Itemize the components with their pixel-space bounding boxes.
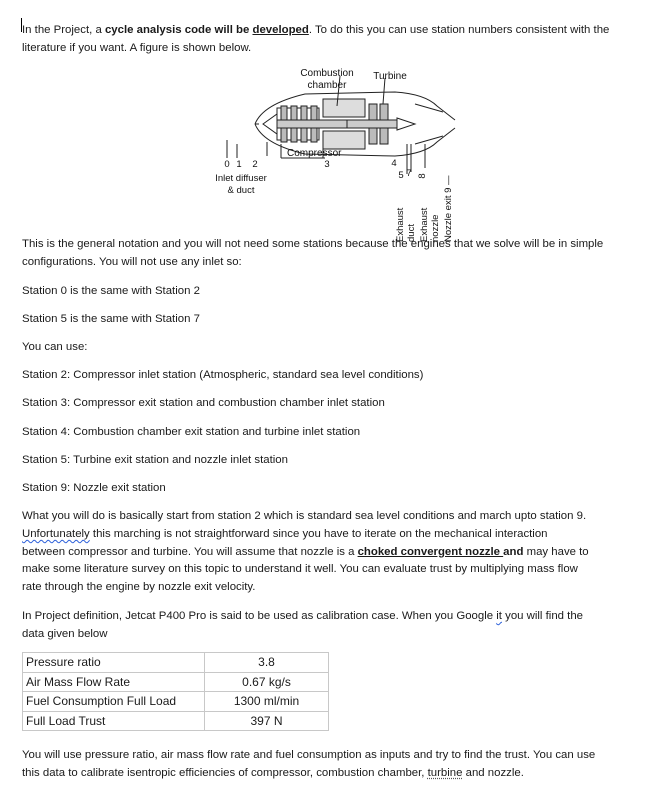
table-value: 3.8	[205, 653, 329, 673]
station-0-same-line: Station 0 is the same with Station 2	[22, 285, 200, 297]
station-item: Station 3: Compressor exit station and combustion chamber inlet station	[22, 397, 385, 409]
exhaust-nozzle-label-2: nozzle	[430, 214, 441, 242]
march-line-3	[22, 545, 589, 559]
project-text: In Project definition, Jetcat P400 Pro is said to be used as calibration case. When you Google	[22, 610, 497, 622]
inlet-label-2: & duct	[227, 185, 255, 196]
choked-nozzle-emphasis: choked convergent nozzle	[357, 546, 504, 558]
station-8: 8	[417, 173, 428, 179]
station-5-same-line: Station 5 is the same with Station 7	[22, 313, 200, 325]
exhaust-duct-label-2: duct	[406, 224, 417, 242]
table-row	[23, 653, 329, 673]
closing-text: and nozzle.	[462, 767, 524, 779]
intro-text: In the Project, a	[22, 24, 105, 36]
station-3: 3	[324, 159, 330, 170]
intro-line-2: literature if you want. A figure is shown below.	[22, 42, 252, 54]
station-0: 0	[224, 159, 230, 170]
spelling-flag: turbine	[427, 767, 463, 779]
table-value: 0.67 kg/s	[205, 672, 329, 692]
march-text: between compressor and turbine. You will assume that nozzle is a	[22, 546, 358, 558]
station-4: 4	[391, 158, 397, 169]
station-7: 7	[406, 168, 412, 179]
engine-station-diagram	[215, 64, 475, 244]
combustion-label-2: chamber	[307, 80, 347, 91]
march-text: may have to	[523, 546, 589, 558]
station-item: Station 4: Combustion chamber exit station and turbine inlet station	[22, 426, 361, 438]
march-line-2	[22, 527, 548, 541]
station-5: 5	[398, 170, 404, 181]
march-line-1: What you will do is basically start from station 2 which is standard sea level conditions and march upto station 9.	[22, 510, 587, 522]
table-label: Fuel Consumption Full Load	[23, 692, 205, 712]
turbine-label: Turbine	[373, 71, 407, 82]
intro-line-1	[22, 23, 609, 37]
station-item: Station 9: Nozzle exit station	[22, 482, 166, 494]
station-1: 1	[236, 159, 242, 170]
station-item: Station 5: Turbine exit station and nozzle inlet station	[22, 454, 288, 466]
jetcat-data-table	[22, 652, 329, 731]
inlet-label-1: Inlet diffuser	[215, 173, 267, 184]
march-bold-and: and	[503, 546, 524, 558]
table-row	[23, 672, 329, 692]
table-row	[23, 692, 329, 712]
closing-line-1: You will use pressure ratio, air mass flow rate and fuel consumption as inputs and try to find the trust. You can use	[22, 749, 596, 761]
closing-text: this data to calibrate isentropic efficiencies of compressor, combustion chamber,	[22, 767, 428, 779]
table-label: Air Mass Flow Rate	[23, 672, 205, 692]
combustion-label-1: Combustion	[300, 68, 354, 79]
inlet-spinner	[263, 114, 277, 134]
intro-bold-underlined: developed	[252, 24, 309, 36]
project-line-1	[22, 609, 583, 623]
compressor-label: Compressor	[287, 148, 342, 159]
march-text: this marching is not straightforward since you have to iterate on the mechanical interaction	[89, 528, 548, 540]
nozzle-exit-label: Nozzle exit 9 —	[443, 175, 454, 242]
exhaust-duct-label-1: Exhaust	[395, 207, 406, 242]
march-line-4: make some literature survey on this topic to understand it well. You can evaluate trust by multiplying mass flow	[22, 563, 578, 575]
you-can-use-line: You can use:	[22, 341, 88, 353]
station-2: 2	[252, 159, 258, 170]
table-label: Full Load Trust	[23, 711, 205, 731]
grammar-flag: it	[496, 610, 502, 622]
exhaust-nozzle-label-1: Exhaust	[419, 207, 430, 242]
project-text: you will find the	[501, 610, 583, 622]
general-notation-paragraph: This is the general notation and you will not need some stations because the engines that we solve will be in simple configurations. You will not use any inlet so:	[22, 238, 604, 268]
table-value: 397 N	[205, 711, 329, 731]
march-line-5: rate through the engine by nozzle exit velocity.	[22, 581, 256, 593]
intro-bold: cycle analysis code will be	[104, 24, 253, 36]
exhaust-nozzle	[415, 104, 443, 144]
closing-line-2	[22, 766, 524, 780]
station-item: Station 2: Compressor inlet station (Atmospheric, standard sea level conditions)	[22, 369, 424, 381]
misspelling-flag: Unfortunately	[22, 528, 90, 540]
table-row	[23, 711, 329, 731]
table-label: Pressure ratio	[23, 653, 205, 673]
project-line-2: data given below	[22, 628, 108, 640]
table-value: 1300 ml/min	[205, 692, 329, 712]
intro-text-2: . To do this you can use station numbers consistent with the	[308, 24, 610, 36]
